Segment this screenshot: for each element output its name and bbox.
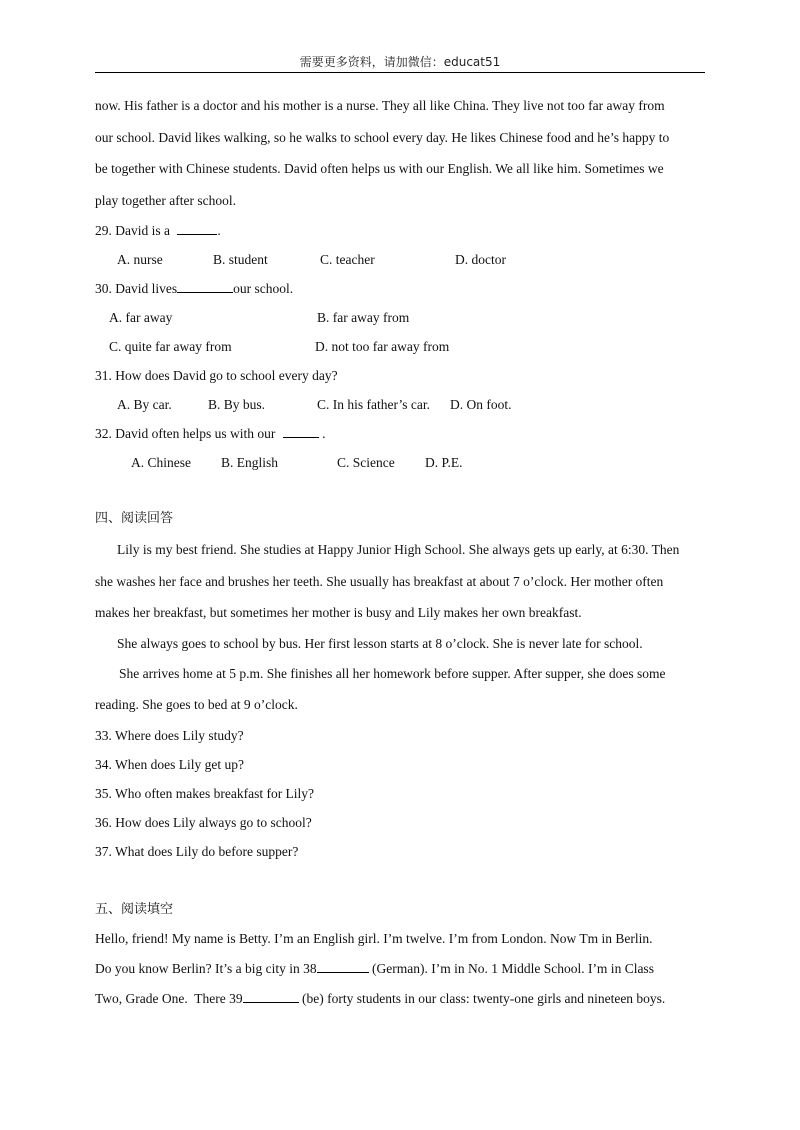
question-33: 33. Where does Lily study? <box>95 727 244 743</box>
question-37: 37. What does Lily do before supper? <box>95 843 299 859</box>
question-32-options <box>95 448 705 477</box>
question-34: 34. When does Lily get up? <box>95 756 244 772</box>
section-5-title: 五、阅读填空 <box>95 901 174 917</box>
question-31 <box>95 361 705 390</box>
question-32 <box>95 419 705 448</box>
passage-line: Lily is my best friend. She studies at Happy Junior High School. She always gets up early, at 6:30. Then <box>117 542 680 557</box>
question-36: 36. How does Lily always go to school? <box>95 814 312 830</box>
passage-lily <box>95 534 705 721</box>
question-stem-end: . <box>217 223 221 238</box>
passage-line: reading. She goes to bed at 9 o’clock. <box>95 697 298 712</box>
question-29 <box>95 216 705 245</box>
line-text: Do you know Berlin? It’s a big city in 38 <box>95 960 317 976</box>
option-a: A. far away <box>109 310 173 325</box>
question-30-options-row2 <box>95 332 705 361</box>
line-text: Two, Grade One. There 39 <box>95 990 243 1006</box>
page-header: 需要更多资料，请加微信：educat51 <box>299 55 501 69</box>
question-35: 35. Who often makes breakfast for Lily? <box>95 785 315 801</box>
question-stem: 30. David lives <box>95 281 178 296</box>
answer-blank <box>177 221 217 235</box>
option-c: C. quite far away from <box>109 339 232 354</box>
passage-line: makes her breakfast, but sometimes her mother is busy and Lily makes her own breakfast. <box>95 605 582 620</box>
option-d: D. not too far away from <box>315 339 450 354</box>
question-30 <box>95 274 705 303</box>
section-4-title: 四、阅读回答 <box>95 511 174 526</box>
question-31-options <box>95 390 705 419</box>
passage-line <box>95 984 705 1014</box>
option-c: C. Science <box>337 455 395 470</box>
answer-blank <box>283 424 319 438</box>
question-29-options <box>95 245 705 274</box>
passage-david <box>95 90 705 216</box>
option-b: B. English <box>221 455 279 470</box>
option-c: C. In his father’s car. <box>317 397 430 412</box>
option-c: C. teacher <box>320 252 375 267</box>
passage-line: our school. David likes walking, so he walks to school every day. He likes Chinese food and he’s happy to <box>95 129 670 145</box>
document-body <box>95 90 705 1014</box>
header-divider <box>95 72 705 73</box>
option-a: A. Chinese <box>131 455 191 470</box>
line-text: (be) forty students in our class: twenty-one girls and nineteen boys. <box>298 990 666 1006</box>
passage-line: play together after school. <box>95 192 236 208</box>
answer-blank-39 <box>243 989 299 1003</box>
line-text: (German). I’m in No. 1 Middle School. I’m in Class <box>368 960 654 976</box>
answer-blank-38 <box>317 959 369 973</box>
passage-line: now. His father is a doctor and his mother is a nurse. They all like China. They live not too far away from <box>95 98 665 113</box>
question-30-options-row1 <box>95 303 705 332</box>
passage-line: she washes her face and brushes her teeth. She usually has breakfast at about 7 o’clock. Her mother often <box>95 573 664 589</box>
option-d: D. On foot. <box>450 397 512 412</box>
option-b: B. By bus. <box>208 397 266 412</box>
passage-line: She arrives home at 5 p.m. She finishes all her homework before supper. After supper, she does some <box>119 665 666 681</box>
question-stem-end: our school. <box>233 281 294 296</box>
question-stem-end: . <box>318 426 326 441</box>
option-a: A. By car. <box>117 397 172 412</box>
option-b: B. far away from <box>317 310 410 325</box>
question-stem: 31. How does David go to school every day? <box>95 368 338 383</box>
passage-line: She always goes to school by bus. Her first lesson starts at 8 o’clock. She is never late for school. <box>117 635 643 651</box>
option-a: A. nurse <box>117 252 163 267</box>
passage-line: Hello, friend! My name is Betty. I’m an English girl. I’m twelve. I’m from London. Now Tm in Berlin. <box>95 930 653 946</box>
passage-line: be together with Chinese students. David often helps us with our English. We all like him. Sometimes we <box>95 161 664 176</box>
passage-betty <box>95 924 705 1014</box>
answer-blank <box>177 279 233 293</box>
question-stem: 32. David often helps us with our <box>95 426 279 441</box>
question-stem: 29. David is a <box>95 223 174 238</box>
option-d: D. doctor <box>455 252 506 267</box>
option-b: B. student <box>213 252 268 267</box>
option-d: D. P.E. <box>425 455 463 470</box>
passage-line <box>95 954 705 984</box>
